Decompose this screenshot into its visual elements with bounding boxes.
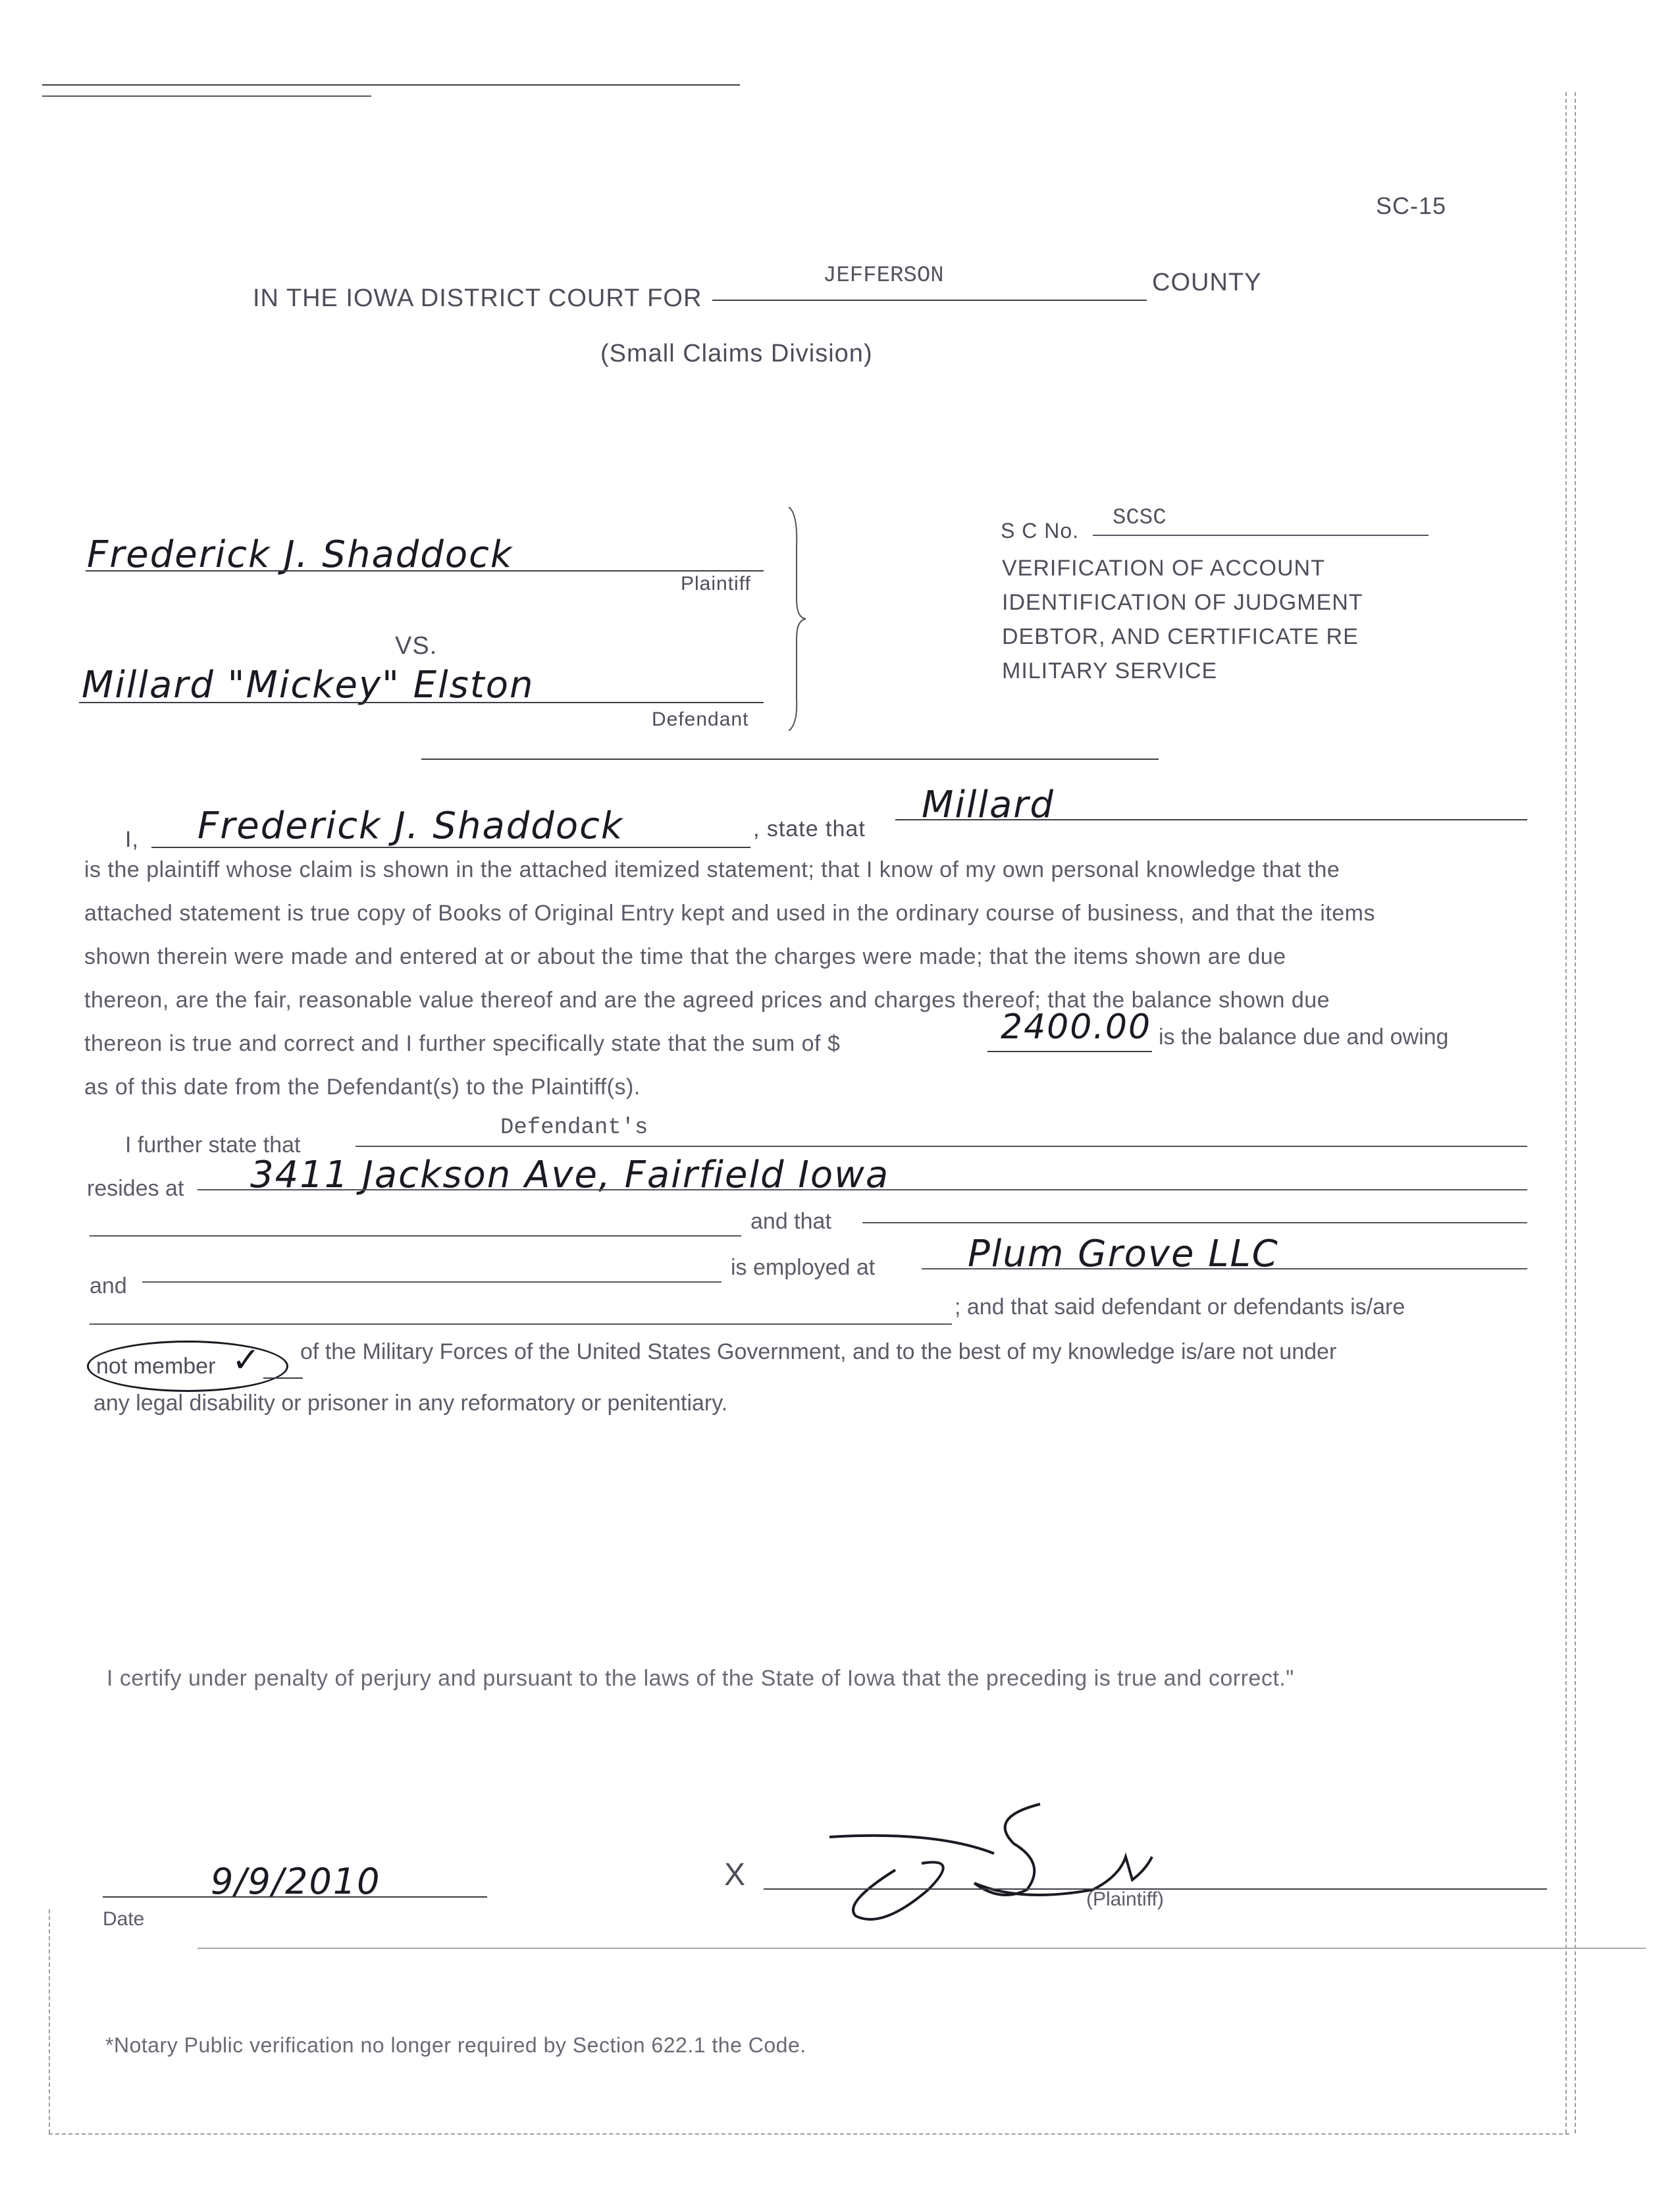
amount-line [987,1051,1152,1052]
doc-title-2: IDENTIFICATION OF JUDGMENT [1002,590,1363,615]
statement-line-1: is the plaintiff whose claim is shown in the attached itemized statement; that I know of my own personal knowledge that the [84,857,1340,882]
top-rule-artifact-2 [42,95,371,97]
statement-line-6: as of this date from the Defendant(s) to the Plaintiff(s). [84,1075,641,1100]
defendant-name: Millard "Mickey" Elston [82,664,535,706]
defendant-label: Defendant [652,708,749,730]
county-blank-line [712,300,1147,301]
amount-value: 2400.00 [1001,1007,1152,1047]
state-that-label: , state that [753,816,866,841]
page-border-right [1565,92,1567,2133]
signer-label: (Plaintiff) [1086,1888,1164,1910]
subject-line [895,819,1527,820]
blank-line-d [90,1323,952,1325]
affiant-line [151,847,750,848]
defendant-typed: Defendant's [500,1115,648,1140]
check-mark-icon: ✓ [232,1341,261,1379]
page-border-bottom [49,2133,1569,2135]
party-brace [783,507,810,731]
plaintiff-line [86,570,764,572]
resides-label: resides at [87,1176,184,1201]
certification-text: I certify under penalty of perjury and pursuant to the laws of the State of Iowa that the preceding is true and correct." [107,1666,1294,1691]
military-blank-line [263,1377,303,1379]
affiant-name: Frederick J. Shaddock [197,805,624,847]
statement-line-3: shown therein were made and entered at or about the time that the charges were made; that the items shown are due [84,944,1286,969]
county-suffix: COUNTY [1152,269,1262,296]
statement-line-4: thereon, are the fair, reasonable value thereof and are the agreed prices and charges thereof; that the balance shown due [84,988,1330,1013]
court-heading [253,284,702,313]
doc-title-4: MILITARY SERVICE [1002,658,1218,683]
court-prefix: IN THE IOWA DISTRICT COURT FOR [253,284,702,312]
disability-text: any legal disability or prisoner in any reformatory or penitentiary. [93,1391,728,1416]
form-code: SC-15 [1376,192,1447,219]
x-mark: X [724,1857,746,1892]
and-label: and [90,1273,127,1298]
defendant-line [79,702,764,703]
blank-line-b [862,1222,1527,1223]
address-value: 3411 Jackson Ave, Fairfield Iowa [250,1154,890,1196]
i-label: I, [125,827,139,852]
top-rule-artifact [42,84,740,86]
date-label: Date [103,1908,145,1930]
footnote: *Notary Public verification no longer required by Section 622.1 the Code. [105,2033,806,2057]
statement-line-5-a: thereon is true and correct and I further specifically state that the sum of $ [84,1031,841,1056]
statement-line-2: attached statement is true copy of Books of Original Entry kept and used in the ordinary course of business, and that the items [84,901,1375,926]
employed-label: is employed at [731,1255,876,1280]
county-value: JEFFERSON [823,263,944,288]
further-label: I further state that [125,1133,301,1158]
employer-line [922,1268,1527,1269]
statement-line-5-b: is the balance due and owing [1159,1025,1449,1050]
section-divider [421,759,1159,760]
blank-line-c [142,1281,722,1283]
doc-title-1: VERIFICATION OF ACCOUNT [1002,556,1325,581]
page-border-right-2 [1575,92,1576,2133]
said-defendant-label: ; and that said defendant or defendants is/are [955,1294,1405,1320]
plaintiff-label: Plaintiff [681,573,751,595]
address-line [197,1189,1527,1190]
further-line [355,1146,1527,1147]
plaintiff-name: Frederick J. Shaddock [87,533,513,576]
date-value: 9/9/2010 [211,1861,381,1902]
date-line [103,1896,487,1898]
sc-no-value: SCSC [1113,506,1167,531]
blank-line-a [90,1235,741,1237]
bottom-rule [197,1948,1646,1949]
and-that-label: and that [750,1209,831,1234]
employer-value: Plum Grove LLC [968,1233,1279,1275]
sc-no-line [1093,535,1429,536]
page-border-left [49,1909,50,2133]
versus-label: VS. [395,632,438,660]
not-member-label: not member [96,1354,216,1379]
military-text: of the Military Forces of the United States Government, and to the best of my knowledge is/are not under [300,1339,1337,1364]
doc-title-3: DEBTOR, AND CERTIFICATE RE [1002,624,1359,649]
subject-name: Millard [922,784,1055,826]
division-label: (Small Claims Division) [600,340,873,367]
sc-no-label: S C No. [1001,519,1080,543]
plaintiff-signature [816,1791,1290,1923]
